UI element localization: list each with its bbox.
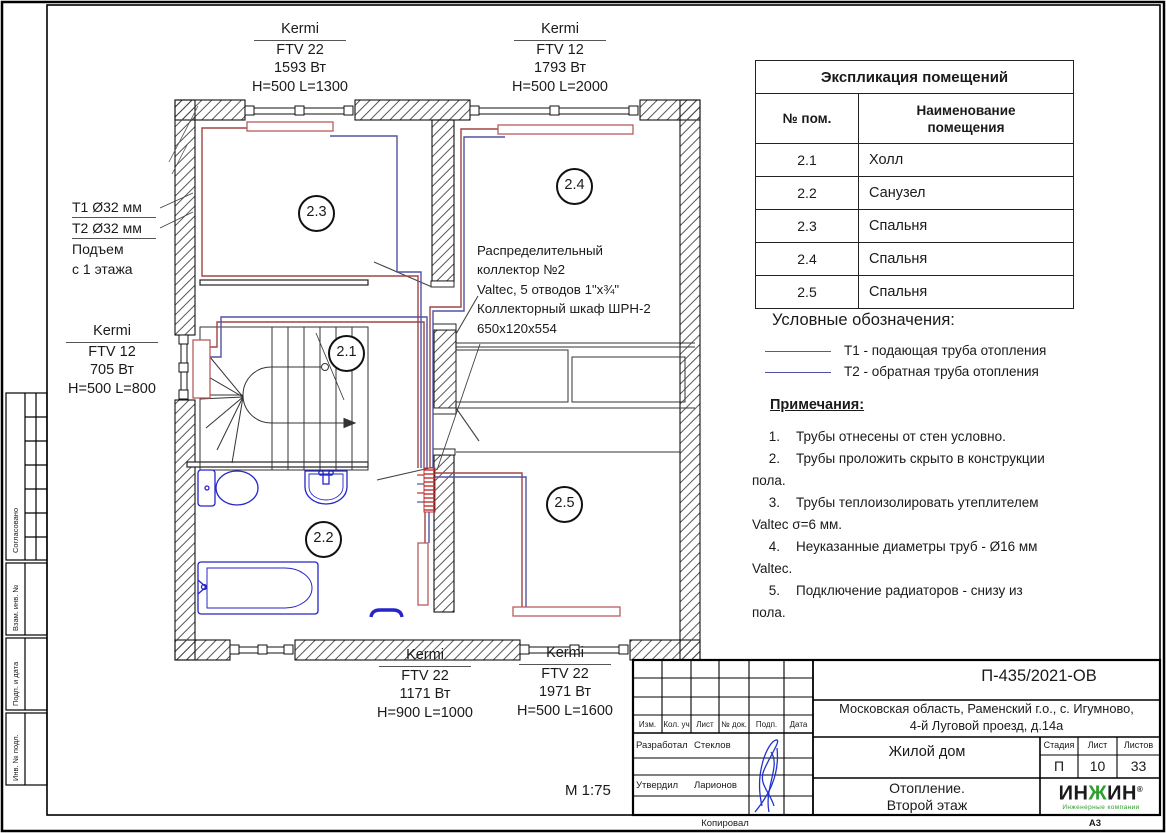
partitions	[187, 280, 368, 467]
sheet-value: 10	[1089, 758, 1106, 774]
radiator-brand: Kermi	[340, 646, 510, 667]
room-bubble-2-1: 2.1	[328, 335, 365, 372]
col-podp: Подп.	[755, 720, 778, 729]
riser-note-2: с 1 этажа	[72, 261, 133, 277]
side-label-vzam: Взам. инв. №	[11, 584, 20, 631]
radiator-brand: Kermi	[205, 20, 395, 41]
notes-list	[752, 426, 1124, 624]
name-approved: Ларионов	[694, 780, 737, 791]
logo-subtitle: Инженерные компании	[1062, 803, 1140, 811]
sheets-label: Листов	[1123, 740, 1154, 750]
collector-label: Распределительный коллектор №2 Valtec, 5 отводов 1"х¾" Коллекторный шкаф ШРН-2 650х120х554	[477, 243, 651, 336]
side-label-podp: Подп. и дата	[11, 661, 20, 706]
note-item: 4. Неуказанные диаметры труб - Ø16 мм Valtec.	[752, 539, 1038, 576]
radiator-power: 1593 Вт	[273, 60, 327, 76]
explication-col1-header: № пом.	[756, 94, 859, 144]
scale-label: М 1:75	[565, 782, 611, 799]
radiator-2-3	[247, 122, 333, 131]
radiator-size: H=900 L=1000	[377, 704, 473, 721]
radiator-size: H=500 L=1600	[517, 702, 613, 719]
side-label-inv: Инв. № подл.	[11, 734, 20, 781]
sheet-title: Отопление. Второй этаж	[886, 780, 968, 813]
radiator-size: H=500 L=800	[68, 380, 156, 397]
radiator-stairs	[193, 340, 210, 398]
table-row: 2.5 Спальня	[756, 276, 1074, 309]
logo-text: ИНЖИН®	[1058, 782, 1144, 805]
legend-item-t1: Т1 - подающая труба отопления	[765, 341, 1046, 361]
riser-t1: Т1 Ø32 мм	[72, 197, 156, 218]
note-item: 2. Трубы проложить скрыто в конструкции пола.	[752, 451, 1045, 488]
room-bubble-2-3: 2.3	[298, 195, 335, 232]
radiator-label-2-4	[465, 20, 655, 96]
table-row: 2.3 Спальня	[756, 210, 1074, 243]
radiator-label-2-3	[205, 20, 395, 96]
riser-note-1: Подъем	[72, 241, 124, 257]
radiator-towel	[418, 543, 428, 605]
doc-number: П-435/2021-ОВ	[981, 667, 1097, 685]
explication-table	[755, 60, 1074, 309]
table-row: 2.2 Санузел	[756, 177, 1074, 210]
legend-item-t2: Т2 - обратная труба отопления	[765, 362, 1039, 382]
role-developed: Разработал	[636, 740, 688, 751]
note-item: 3. Трубы теплоизолировать утеплителем Valtec σ=6 мм.	[752, 495, 1039, 532]
project-address: Московская область, Раменский г.о., с. Игумново, 4-й Луговой проезд, д.14а	[839, 701, 1134, 733]
role-approved: Утвердил	[636, 780, 679, 791]
interior-walls	[432, 120, 456, 612]
radiator-brand: Kermi	[465, 20, 655, 41]
room-bubble-2-2: 2.2	[305, 521, 342, 558]
sink-icon	[305, 471, 347, 504]
radiator-size: H=500 L=1300	[252, 78, 348, 95]
format-label: А3	[1088, 818, 1102, 829]
table-row: 2.4 Спальня	[756, 243, 1074, 276]
radiator-brand: Kermi	[485, 644, 645, 665]
explication-col2-header: Наименование помещения	[859, 94, 1074, 144]
radiator-label-2-5	[485, 644, 645, 720]
radiator-power: 1793 Вт	[533, 60, 587, 76]
radiator-model: FTV 22	[401, 667, 449, 684]
object-name: Жилой дом	[888, 744, 966, 760]
name-developed: Стеклов	[694, 740, 731, 751]
radiator-size: H=500 L=2000	[512, 78, 608, 95]
notes-title: Примечания:	[770, 397, 865, 413]
signature	[755, 740, 778, 812]
riser-t2: Т2 Ø32 мм	[72, 218, 156, 239]
radiator-model: FTV 12	[88, 343, 136, 360]
room-bubble-2-4: 2.4	[556, 168, 593, 205]
radiator-2-5	[513, 607, 620, 616]
radiator-power: 1971 Вт	[538, 684, 592, 700]
col-kol: Кол. уч	[663, 720, 690, 729]
copied-label: Копировал	[701, 818, 749, 829]
sheet-label: Лист	[1087, 740, 1108, 750]
radiator-model: FTV 12	[536, 41, 584, 58]
sheets-value: 33	[1130, 758, 1147, 774]
supply-line-swatch	[765, 351, 831, 352]
riser-label	[72, 197, 156, 279]
radiator-brand: Kermi	[42, 322, 182, 343]
pipes-supply	[202, 128, 522, 607]
note-item: 1. Трубы отнесены от стен условно.	[768, 429, 1006, 444]
radiator-power: 1171 Вт	[399, 686, 451, 702]
room-bubble-2-5: 2.5	[546, 486, 583, 523]
note-item: 5. Подключение радиаторов - снизу из пола.	[752, 583, 1023, 620]
bathroom-fixtures	[198, 470, 402, 617]
radiator-label-stairs	[42, 322, 182, 398]
radiator-2-4	[498, 125, 633, 134]
collector-manifold	[417, 468, 435, 512]
legend-title: Условные обозначения:	[772, 311, 955, 329]
company-logo	[1044, 780, 1158, 812]
radiator-model: FTV 22	[276, 41, 324, 58]
wardrobe	[434, 343, 695, 452]
table-row: 2.1 Холл	[756, 144, 1074, 177]
stage-label: Стадия	[1043, 740, 1075, 750]
col-data: Дата	[789, 720, 808, 729]
return-line-swatch	[765, 372, 831, 373]
explication-title: Экспликация помещений	[756, 61, 1074, 94]
side-label-soglasovano: Согласовано	[11, 507, 20, 553]
col-list: Лист	[696, 720, 714, 729]
col-izm: Изм.	[638, 720, 657, 729]
toilet-icon	[198, 470, 258, 506]
radiator-power: 705 Вт	[89, 362, 135, 378]
towel-rail-icon	[371, 610, 402, 617]
col-dok: № док.	[721, 720, 747, 729]
radiator-model: FTV 22	[541, 665, 589, 682]
stage-value: П	[1053, 758, 1065, 774]
bathtub-icon	[198, 562, 318, 614]
